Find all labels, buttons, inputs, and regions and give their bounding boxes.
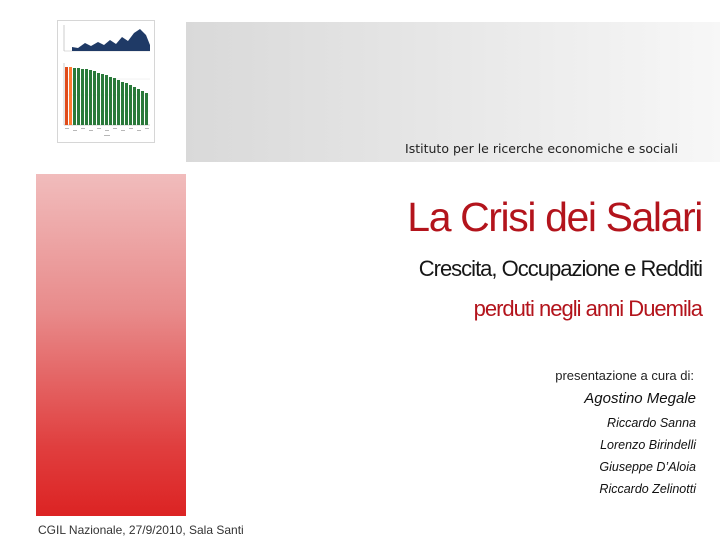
subtitle-line-1: Crescita, Occupazione e Redditi: [418, 256, 702, 281]
coauthor: Riccardo Sanna: [607, 416, 696, 430]
decorative-red-band: [36, 174, 186, 516]
footer-event-info: CGIL Nazionale, 27/9/2010, Sala Santi: [38, 523, 244, 537]
coauthor: Riccardo Zelinotti: [599, 482, 696, 496]
institute-name: Istituto per le ricerche economiche e sociali: [405, 141, 678, 156]
presentation-title: La Crisi dei Salari: [407, 194, 702, 240]
credits-intro: presentazione a cura di:: [555, 368, 694, 383]
chart-thumbnail-image: [57, 20, 155, 143]
coauthor: Lorenzo Birindelli: [600, 438, 696, 452]
coauthor: Giuseppe D’Aloia: [599, 460, 696, 474]
lead-author: Agostino Megale: [584, 390, 696, 407]
subtitle-line-2: perduti negli anni Duemila: [473, 296, 702, 321]
